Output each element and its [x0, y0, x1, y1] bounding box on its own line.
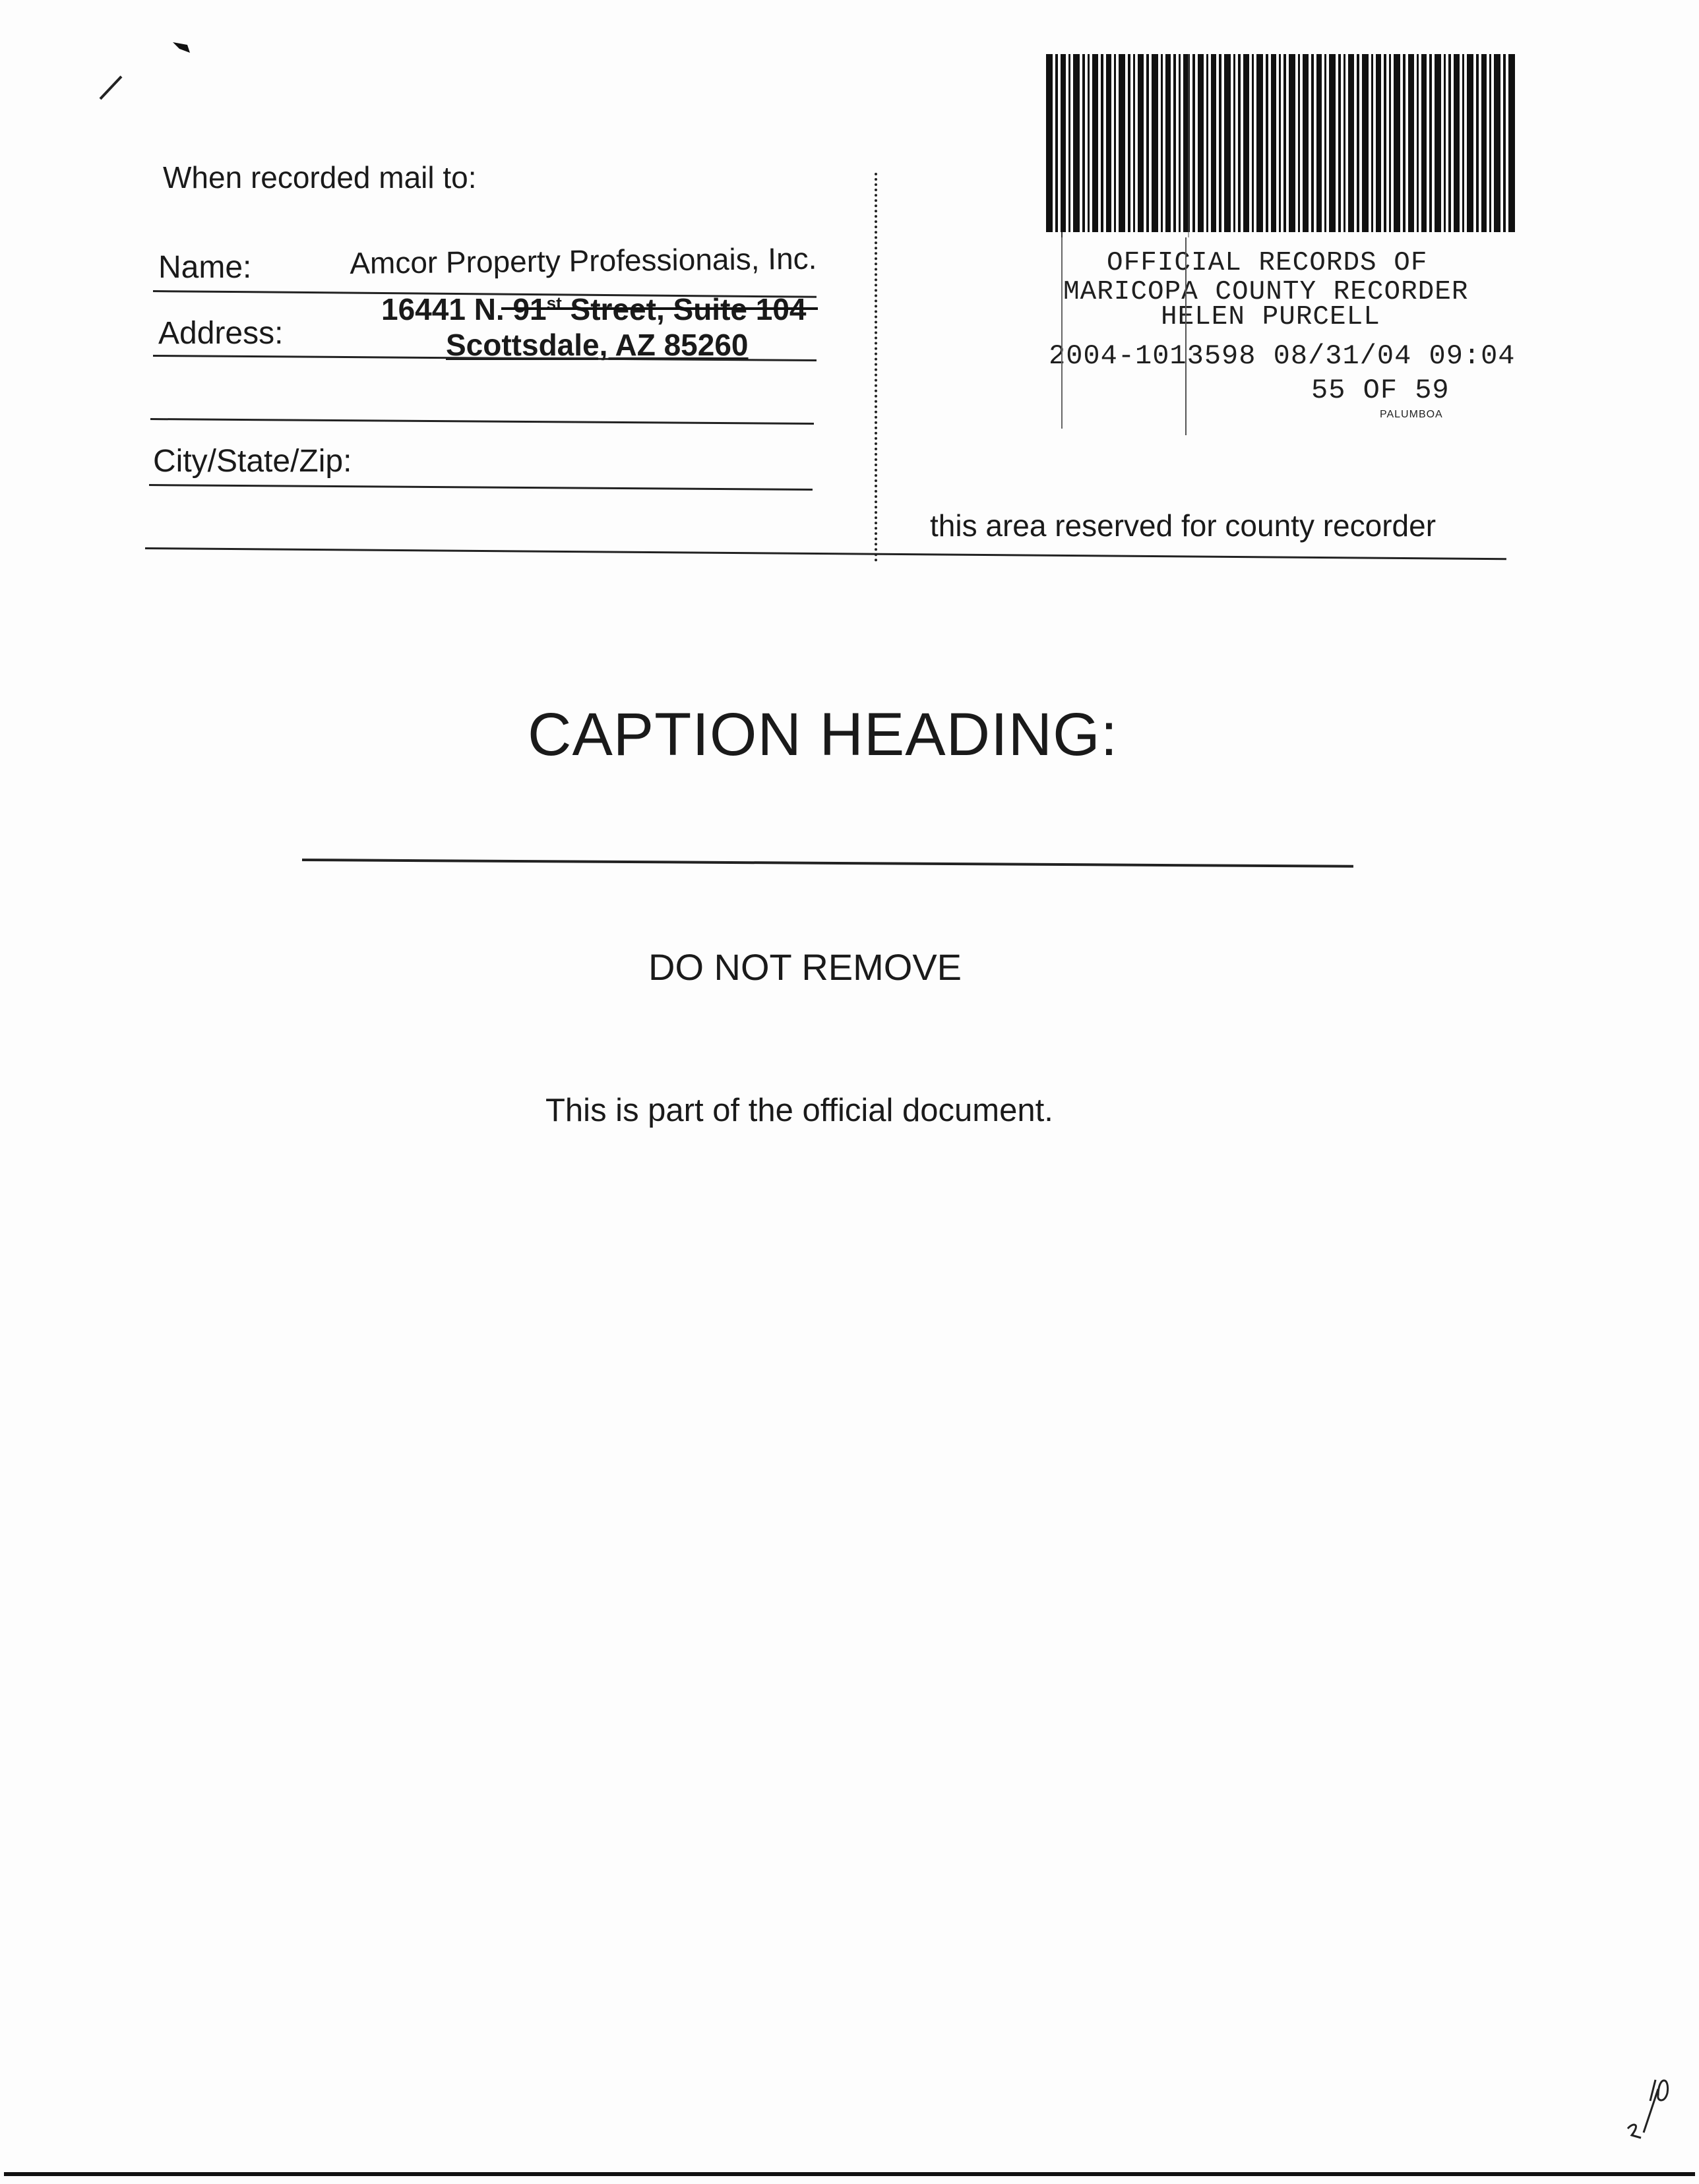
blank-line — [150, 418, 814, 425]
name-label: Name: — [158, 250, 252, 285]
address-line-1-prefix: 16441 N. 91 — [381, 292, 547, 326]
city-state-zip-label: City/State/Zip: — [153, 444, 352, 479]
name-value: Amcor Property Professionais, Inc. — [350, 241, 817, 280]
handwritten-initials — [1624, 2069, 1671, 2142]
header-bottom-rule — [145, 547, 1506, 560]
address-strikethrough — [501, 307, 818, 310]
barcode-icon — [1046, 54, 1516, 237]
scan-mark-slash — [99, 74, 125, 100]
address-line-1-sup: st — [546, 293, 562, 313]
stamp-line-3: HELEN PURCELL — [1161, 302, 1380, 332]
stamp-line-2: MARICOPA COUNTY RECORDER — [1063, 277, 1469, 307]
page-bottom-border — [4, 2172, 1695, 2176]
stamp-guide-lines — [1055, 237, 1187, 435]
address-line-2: Scottsdale, AZ 85260 — [446, 328, 749, 362]
stamp-page-count: 55 OF 59 — [1311, 375, 1450, 406]
stamp-clerk: PALUMBOA — [1380, 409, 1443, 420]
mail-to-heading: When recorded mail to: — [163, 160, 477, 195]
do-not-remove-notice: DO NOT REMOVE — [648, 946, 962, 988]
address-label: Address: — [158, 316, 284, 351]
reserved-area-note: this area reserved for county recorder — [930, 508, 1436, 543]
address-line-1-suffix: Street, Suite 104 — [561, 292, 807, 326]
city-underline — [149, 484, 813, 491]
caption-rule — [302, 859, 1353, 868]
stamp-recording-number: 2004-1013598 08/31/04 09:04 — [1049, 340, 1516, 372]
section-divider — [875, 173, 877, 562]
official-document-note: This is part of the official document. — [545, 1093, 1053, 1128]
stamp-line-1: OFFICIAL RECORDS OF — [1107, 248, 1428, 278]
scan-mark-arrow — [173, 41, 190, 53]
caption-heading: CAPTION HEADING: — [528, 701, 1119, 768]
